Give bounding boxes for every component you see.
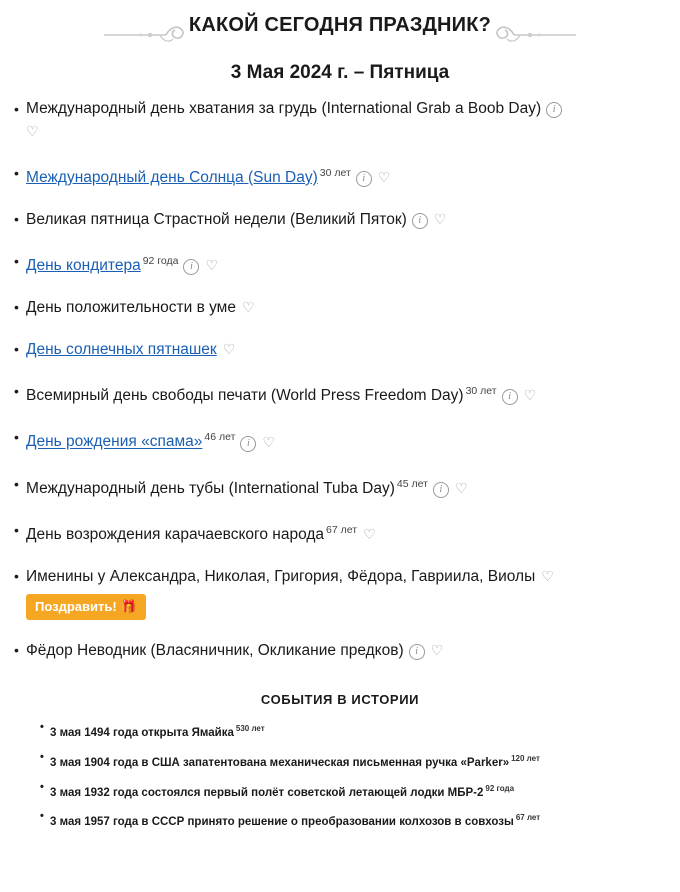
heart-icon[interactable]: ♡ — [241, 299, 255, 316]
holiday-label[interactable]: День кондитера — [26, 257, 141, 275]
holiday-label[interactable]: День солнечных пятнашек — [26, 341, 217, 359]
info-icon[interactable]: i — [412, 213, 428, 229]
holiday-label: День положительности в уме — [26, 299, 236, 317]
list-item — [14, 208, 666, 231]
holiday-label: Великая пятница Страстной недели (Великий Пяток) — [26, 211, 407, 229]
heart-icon[interactable]: ♡ — [262, 433, 275, 450]
list-item[interactable] — [14, 426, 666, 453]
event-text: 3 мая 1957 года в СССР принято решение о преобразовании колхозов в совхозы — [50, 816, 514, 829]
event-age: 530 лет — [235, 723, 265, 733]
event-item — [28, 810, 652, 830]
holiday-label[interactable]: День рождения «спама» — [26, 433, 203, 451]
holiday-age: 30 лет — [465, 385, 497, 398]
event-item — [28, 751, 652, 771]
congratulate-row — [14, 594, 666, 620]
holiday-list — [0, 98, 680, 662]
event-item — [28, 781, 652, 801]
holiday-age: 45 лет — [396, 477, 428, 490]
list-item — [14, 296, 666, 319]
info-icon[interactable]: i — [546, 102, 562, 118]
ornament-left-icon — [100, 22, 186, 48]
list-item[interactable] — [14, 162, 666, 189]
heart-icon[interactable]: ♡ — [541, 567, 554, 584]
congratulate-button[interactable] — [26, 594, 146, 620]
holiday-label: День возрождения карачаевского народа — [26, 525, 325, 543]
list-item[interactable] — [14, 250, 666, 277]
events-title: СОБЫТИЯ В ИСТОРИИ — [260, 691, 420, 707]
holiday-label: Именины у Александра, Николая, Григория, Фёдора, Гавриила, Виолы — [26, 567, 536, 585]
list-item — [14, 380, 666, 407]
page-title: КАКОЙ СЕГОДНЯ ПРАЗДНИК? — [188, 14, 492, 36]
heart-icon[interactable]: ♡ — [523, 387, 537, 404]
list-item[interactable] — [14, 338, 666, 361]
ornament-right-icon — [494, 22, 580, 48]
events-list — [28, 721, 652, 830]
heart-icon[interactable]: ♡ — [377, 169, 391, 186]
info-icon[interactable]: i — [183, 259, 199, 275]
info-icon[interactable]: i — [356, 171, 372, 187]
holiday-label: Всемирный день свободы печати (World Press Freedom Day) — [26, 387, 464, 405]
list-item — [14, 98, 666, 143]
heart-icon[interactable]: ♡ — [222, 341, 236, 358]
events-section — [0, 692, 680, 830]
holiday-label: Международный день хватания за грудь (International Grab a Boob Day) — [26, 100, 542, 117]
info-icon[interactable]: i — [433, 482, 449, 498]
heart-icon[interactable]: ♡ — [205, 257, 219, 274]
heart-icon[interactable]: ♡ — [26, 123, 39, 139]
heart-icon[interactable]: ♡ — [430, 641, 444, 658]
holiday-label[interactable]: Международный день Солнца (Sun Day) — [26, 169, 318, 187]
list-item — [14, 639, 666, 662]
list-item — [14, 519, 666, 546]
list-item — [14, 565, 666, 588]
holiday-label: Международный день тубы (International Tuba Day) — [26, 479, 395, 497]
info-icon[interactable]: i — [409, 644, 425, 660]
holiday-age: 67 лет — [326, 523, 358, 536]
holiday-label: Фёдор Неводник (Власяничник, Окликание предков) — [26, 641, 404, 659]
heart-icon[interactable]: ♡ — [433, 211, 447, 228]
event-text: 3 мая 1932 года состоялся первый полёт советской летающей лодки МБР-2 — [50, 786, 484, 799]
event-text: 3 мая 1494 года открыта Ямайка — [50, 726, 234, 739]
info-icon[interactable]: i — [502, 389, 518, 405]
gift-icon: 🎁 — [120, 598, 137, 614]
event-item — [28, 721, 652, 741]
event-age: 67 лет — [515, 813, 541, 823]
holiday-age: 46 лет — [204, 431, 236, 444]
date-subtitle: 3 Мая 2024 г. – Пятница — [230, 62, 450, 83]
event-age: 120 лет — [511, 753, 540, 763]
event-text: 3 мая 1904 года в США запатентована механическая письменная ручка «Parker» — [50, 756, 510, 769]
heart-icon[interactable]: ♡ — [454, 479, 468, 496]
event-age: 92 года — [485, 783, 515, 793]
holiday-age: 92 года — [142, 255, 179, 268]
list-item — [14, 473, 666, 500]
holiday-age: 30 лет — [319, 167, 351, 179]
info-icon[interactable]: i — [240, 436, 256, 452]
ornament-row — [0, 22, 680, 48]
congratulate-button-label: Поздравить! — [35, 598, 117, 614]
page-header — [0, 0, 680, 84]
heart-icon[interactable]: ♡ — [363, 525, 376, 542]
